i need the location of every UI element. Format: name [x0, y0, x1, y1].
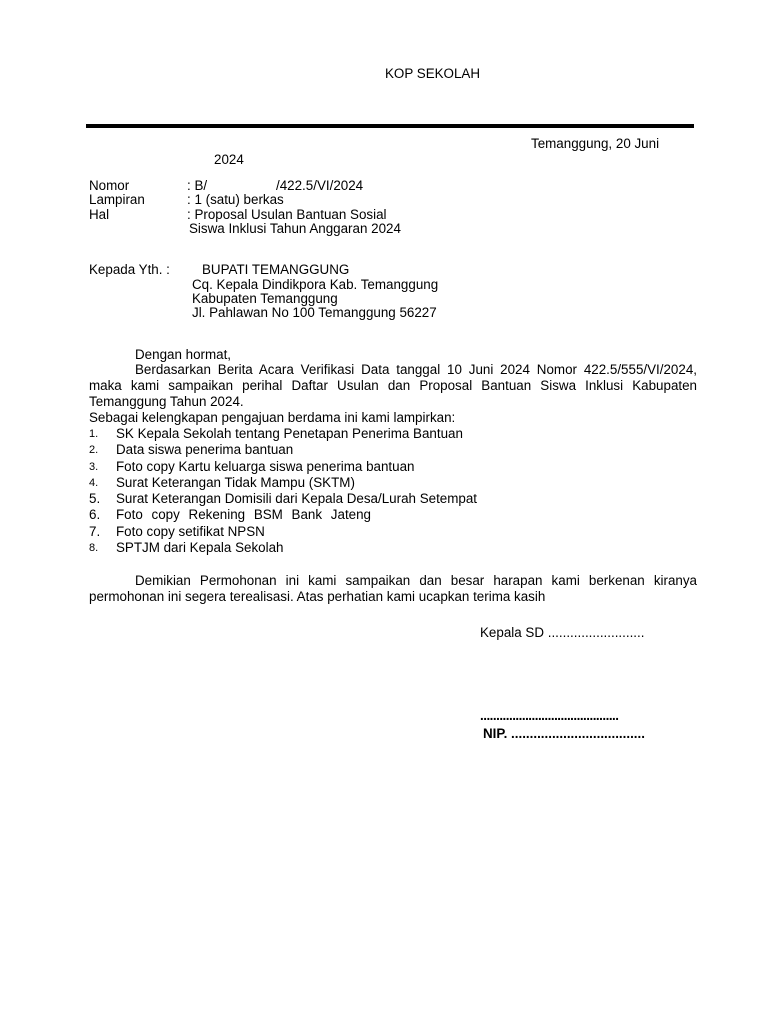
recipient-label: Kepada Yth. :	[89, 262, 170, 277]
recipient-name: BUPATI TEMANGGUNG	[202, 262, 350, 277]
list-item-text: SPTJM dari Kepala Sekolah	[116, 540, 284, 556]
signatory-nip: NIP. ....................................	[483, 726, 645, 741]
hal-value-continued: Siswa Inklusi Tahun Anggaran 2024	[189, 221, 401, 236]
letterhead-divider	[86, 124, 694, 128]
attachments-intro: Sebagai kelengkapan pengajuan berdama ini kami lampirkan:	[89, 410, 456, 425]
nomor-prefix: : B/	[187, 178, 208, 193]
opening-paragraph: Berdasarkan Berita Acara Verifikasi Data tanggal 10 Juni 2024 Nomor 422.5/555/VI/2024, maka kami sampaikan perihal Daftar Usulan dan Proposal Bantuan Siswa Inklusi Kabupaten Temanggung Tahun 2024.	[89, 362, 697, 409]
list-item-text: Surat Keterangan Domisili dari Kepala Desa/Lurah Setempat	[116, 491, 478, 507]
nomor-value: /422.5/VI/2024	[276, 178, 364, 193]
signatory-title: Kepala SD ..........................	[480, 625, 645, 640]
list-item-number: 4.	[89, 476, 99, 489]
list-item-number: 2.	[89, 444, 99, 457]
hal-label: Hal	[89, 207, 110, 222]
closing-paragraph: Demikian Permohonan ini kami sampaikan dan besar harapan kami berkenan kiranya permohonan ini segera terealisasi. Atas perhatian kami ucapkan terima kasih	[89, 573, 697, 604]
list-item-number: 5.	[89, 491, 101, 507]
recipient-line3: Kabupaten Temanggung	[192, 291, 338, 306]
list-item-text: Foto copy Rekening BSM Bank Jateng	[116, 507, 372, 523]
letterhead-placeholder: KOP SEKOLAH	[385, 66, 481, 81]
list-item-number: 7.	[89, 523, 101, 539]
hal-value: : Proposal Usulan Bantuan Sosial	[187, 207, 387, 222]
letter-date-line2: 2024	[214, 152, 244, 167]
nomor-label: Nomor	[89, 178, 130, 193]
salutation: Dengan hormat,	[135, 347, 232, 362]
list-item-text: Foto copy setifikat NPSN	[116, 523, 265, 539]
signatory-name-line: ...........................................	[480, 708, 619, 723]
list-item-text: Foto copy Kartu keluarga siswa penerima bantuan	[116, 458, 415, 474]
list-item-text: SK Kepala Sekolah tentang Penetapan Penerima Bantuan	[116, 426, 463, 441]
lampiran-value: : 1 (satu) berkas	[187, 192, 284, 207]
list-item-number: 6.	[89, 507, 101, 523]
recipient-line2: Cq. Kepala Dindikpora Kab. Temanggung	[192, 277, 439, 292]
list-item-number: 8.	[89, 542, 99, 555]
list-item-text: Data siswa penerima bantuan	[116, 442, 294, 458]
list-item-number: 3.	[89, 460, 99, 473]
list-item-text: Surat Keterangan Tidak Mampu (SKTM)	[116, 474, 355, 490]
recipient-address: Jl. Pahlawan No 100 Temanggung 56227	[192, 305, 437, 320]
letter-date-line1: Temanggung, 20 Juni	[531, 136, 660, 151]
list-item-number: 1.	[89, 428, 99, 440]
lampiran-label: Lampiran	[89, 192, 145, 207]
